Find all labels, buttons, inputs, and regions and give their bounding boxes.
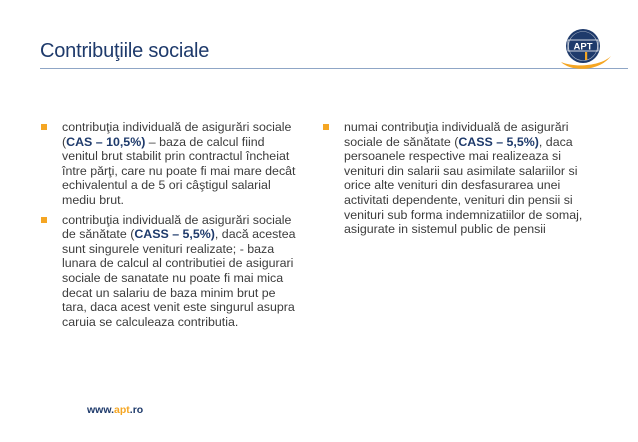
footer-url-accent: apt — [114, 404, 130, 416]
right-item1-text-a: numai contribuţia individuală de asigurări sociale de sănătate ( — [344, 120, 569, 149]
footer-url[interactable] — [87, 404, 143, 416]
bullet-icon — [41, 124, 47, 130]
right-item1-text-c: , daca persoanele respective mai realizeaza si venituri din salarii sau asimilate salariilor si orice alte venituri din desfasurarea unei activitati dependente, venituri din pensii si venituri sub forma indemnizatiilor de somaj, asigurate in sistemul public de pensii — [344, 134, 583, 237]
left-column — [40, 120, 302, 334]
title-divider — [40, 68, 628, 69]
left-item1-text-c: – baza de calcul fiind venitul brut stabilit prin contractul încheiat între părţi, care nu poate fi mai mare decât echivalentul a de 5 ori câştigul salarial mediu brut. — [62, 134, 296, 207]
left-item2-text-b: CASS – 5,5%) — [134, 227, 215, 242]
right-column — [322, 120, 596, 242]
left-bullet-item-1 — [40, 120, 302, 208]
left-item1-text-a: contribuţia individuală de asigurări sociale ( — [62, 120, 292, 149]
left-item2-text-a: contribuţia individuală de asigurări sociale de sănătate ( — [62, 212, 292, 242]
apt-logo-graphic — [555, 26, 615, 72]
left-item2-text-c: , dacă acestea sunt singurele venituri realizate; - baza lunara de calcul al contributiei de asigurari sociale de sanatate nu poate fi mai mica decat un salariu de baza minim brut pe tara, daca acest venit este singurul asupra caruia se calculeaza contributia. — [62, 227, 296, 329]
apt-logo — [555, 26, 615, 72]
bullet-icon — [323, 124, 329, 130]
footer-url-prefix: www. — [87, 404, 115, 416]
footer-url-suffix: .ro — [129, 404, 144, 416]
left-bullet-item-2 — [40, 213, 302, 330]
bullet-icon — [41, 217, 47, 223]
right-item1-text-b: CASS – 5,5%) — [458, 134, 539, 149]
left-item1-text-b: CAS – 10,5%) — [66, 134, 146, 149]
logo-text: APT — [573, 41, 593, 53]
slide-title: Contribuţiile sociale — [40, 40, 210, 62]
right-bullet-item-1 — [322, 120, 596, 237]
